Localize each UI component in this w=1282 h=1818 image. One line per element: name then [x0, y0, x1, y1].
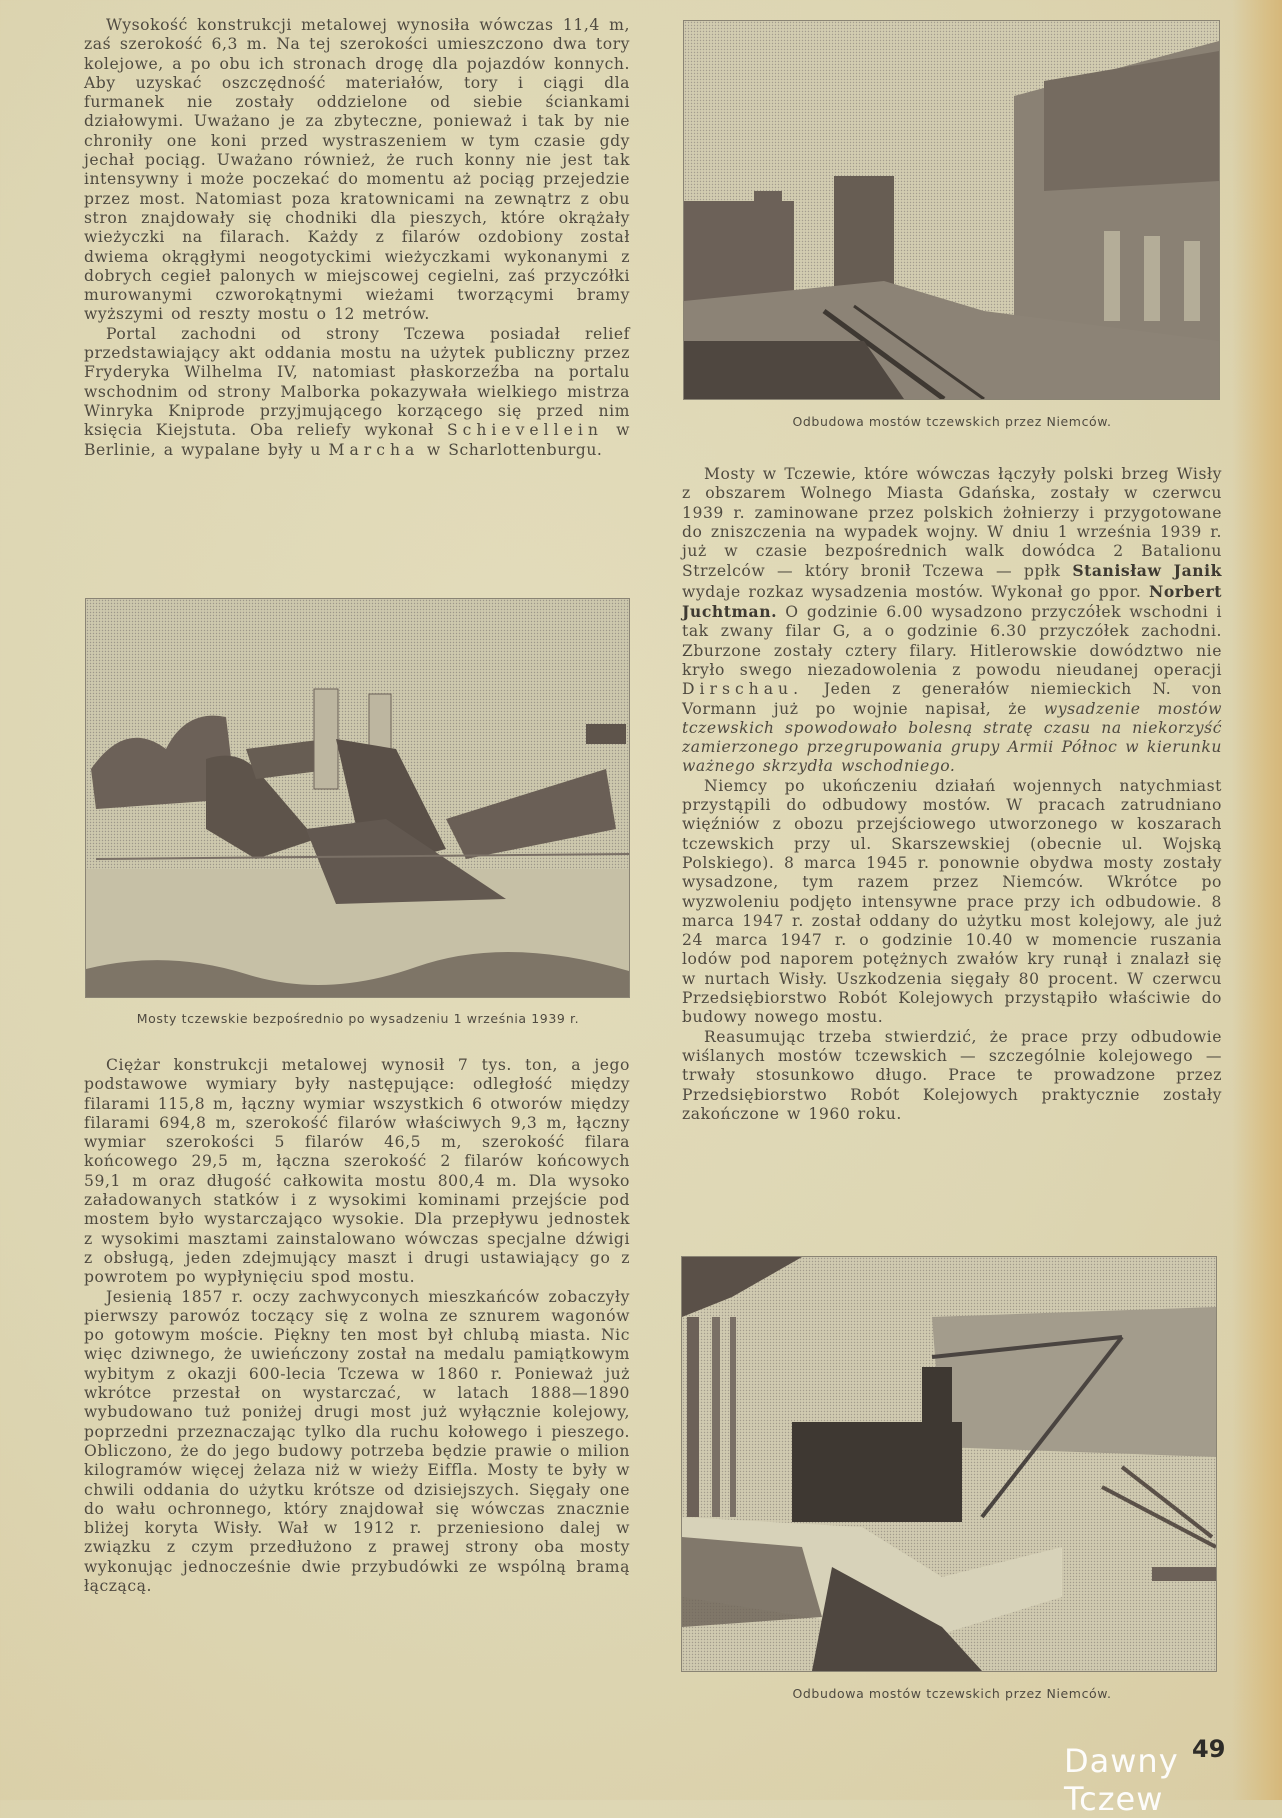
photo-reconstruction-street-image [684, 21, 1219, 399]
text-run: Jeden z generałów niemieckich N. von Vormann już po wojnie napisał, że [682, 680, 1222, 718]
paragraph [682, 465, 1222, 777]
photo-reconstruction-crane-image [682, 1257, 1216, 1671]
page-number: 49 [1192, 1735, 1226, 1763]
watermark: Dawny Tczew [1064, 1742, 1179, 1818]
person-name: Norbert Juchtman. [682, 581, 1222, 622]
left-column-bottom [84, 1056, 630, 1596]
photo-destroyed-bridges [85, 598, 630, 998]
figure-caption: Mosty tczewskie bezpośrednio po wysadzeniu 1 września 1939 r. [136, 1011, 580, 1026]
person-name: Stanisław Janik [1072, 561, 1222, 581]
paragraph [84, 325, 630, 460]
text-run: Mosty w Tczewie, które wówczas łączyły polski brzeg Wisły z obszarem Wolnego Miasta Gdańska, zostały w czerwcu 1939 r. zaminowane przez polskich żołnierzy i przygotowane do zniszczenia na wypadek wojny. W dniu 1 września 1939 r. już w czasie bezpośrednich walk dowódca 2 Batalionu Strzelców — który bronił Tczewa — ppłk [682, 465, 1222, 581]
paragraph: Reasumując trzeba stwierdzić, że prace przy odbudowie wiślanych mostów tczewskich — szczególnie kolejowego — trwały stosunkowo długo. Prace te prowadzone przez Przedsiębiorstwo Robót Kolejowych praktycznie zostały zakończone w 1960 roku. [682, 1027, 1222, 1123]
left-column-top [84, 16, 630, 460]
photo-destroyed-bridges-image [86, 599, 629, 997]
text-run: wydaje rozkaz wysadzenia mostów. Wykonał go ppor. [682, 582, 1150, 601]
paragraph: Niemcy po ukończeniu działań wojennych natychmiast przystąpili do odbudowy mostów. W pracach zatrudniano więźniów z obozu przejściowego utworzonego w koszarach tczewskich przy ul. Skarszewskiej (obecnie ul. Wojską Polskiego). 8 marca 1945 r. ponownie obydwa mosty zostały wysadzone, tym razem przez Niemców. Wkrótce po wyzwoleniu podjęto intensywne prace przy ich odbudowie. 8 marca 1947 r. został oddany do użytku most kolejowy, ale już 24 marca 1947 r. o godzinie 10.40 w momencie ruszania lodów pod naporem potężnych zwałów kry runął i znalazł się w nurtach Wisły. Uszkodzenia sięgały 80 procent. W czerwcu Przedsiębiorstwo Robót Kolejowych przystąpiło właściwie do budowy nowego mostu. [682, 776, 1222, 1027]
paragraph: Wysokość konstrukcji metalowej wynosiła wówczas 11,4 m, zaś szerokość 6,3 m. Na tej szerokości umieszczono dwa tory kolejowe, a po obu ich stronach drogę dla pojazdów konnych. Aby uzyskać oszczędność materiałów, tory i ciągi dla furmanek nie zostały oddzielone od siebie ściankami działowymi. Uważano je za zbyteczne, ponieważ i tak by nie chroniły one koni przed wystraszeniem w tym czasie gdy jechał pociąg. Uważano również, że ruch konny nie jest tak intensywny i może poczekać do momentu aż pociąg przejedzie przez most. Natomiast poza kratownicami na zewnątrz z obu stron znajdowały się chodniki dla pieszych, które okrążały wieżyczki na filarach. Każdy z filarów ozdobiony został dwiema okrągłymi neogotyckimi wieżyczkami wykonanymi z dobrych cegieł palonych w miejscowej cegielni, zaś przyczółki murowanymi czworokątnymi wieżami tworzącymi bramy wyższymi od reszty mostu o 12 metrów. [84, 16, 630, 324]
workshop-name: Marcha [328, 440, 420, 459]
text-run: w Scharlottenburgu. [419, 440, 603, 459]
figure-caption: Odbudowa mostów tczewskich przez Niemców. [792, 414, 1112, 429]
paragraph: Ciężar konstrukcji metalowej wynosił 7 tys. ton, a jego podstawowe wymiary były następujące: odległość między filarami 115,8 m, łączny wymiar wszystkich 6 otworów między filarami 694,8 m, szerokość filarów właściwych 9,3 m, łączny wymiar szerokości 5 filarów 46,5 m, szerokość filara końcowego 29,5 m, łączna szerokość 2 filarów końcowych 59,1 m oraz długość całkowita mostu 800,4 m. Dla wysoko załadowanych statków i z wysokimi kominami przejście pod mostem było wystarczająco wysokie. Dla przepływu jednostek z wysokimi masztami zainstalowano wówczas specjalne dźwigi z obsługą, jeden zdejmujący maszt i drugi ustawiający go z powrotem po wypłynięciu spod mostu. [84, 1056, 630, 1287]
figure-caption: Odbudowa mostów tczewskich przez Niemców. [792, 1686, 1112, 1701]
paper-edge-shading [1232, 0, 1282, 1800]
photo-reconstruction-crane [681, 1256, 1217, 1672]
text-run: O godzinie 6.00 wysadzono przyczółek wschodni i tak zwany filar G, a o godzinie 6.30 przyczółek zachodni. Zburzone zostały cztery filary. Hitlerowskie dowództwo nie kryło swego niezadowolenia z powodu nieudanej operacji [682, 603, 1222, 679]
paragraph: Jesienią 1857 r. oczy zachwyconych mieszkańców zobaczyły pierwszy parowóz toczący się z wolna ze sznurem wagonów po gotowym moście. Piękny ten most był chlubą miasta. Nic więc dziwnego, że uwieńczony został na medalu pamiątkowym wybitym z okazji 600-lecia Tczewa w 1860 r. Ponieważ już wkrótce przestał on wystarczać, w latach 1888—1890 wybudowano tuż poniżej drugi most już wyłącznie kolejowy, poprzedni przeznaczając tylko dla ruchu kołowego i pieszego. Obliczono, że do jego budowy potrzeba będzie prawie o milion kilogramów więcej żelaza niż w wieży Eiffla. Mosty te były w chwili oddania do użytku krótsze od dzisiejszych. Sięgały one do wału ochronnego, który znajdował się wówczas znacznie bliżej koryta Wisły. Wał w 1912 r. przeniesiono dalej w związku z czym przedłużono z prawej strony oba mosty wykonując jednocześnie dwie przybudówki ze wspólną bramą łączącą. [84, 1287, 630, 1596]
text-run: w Berlinie, a wypalane były u [84, 421, 631, 459]
quotation: wysadzenie mostów tczewskich spowodowało bolesną stratę czasu na niekorzyść zamierzonego przegrupowania grupy Armii Północ w kierunku ważnego skrzydła wschodniego. [682, 699, 1222, 776]
text-run: Portal zachodni od strony Tczewa posiadał relief przedstawiający akt oddania mostu na użytek publiczny przez Fryderyka Wilhelma IV, natomiast płaskorzeźba na portalu wschodnim od strony Malborka pokazywała wielkiego mistrza Winryka Kniprode przyjmującego korzącego się przed nim księcia Kiejstuta. Oba reliefy wykonał [84, 324, 630, 440]
operation-name: Dirschau. [682, 680, 804, 699]
sculptor-name: Schievellein [446, 421, 603, 440]
photo-reconstruction-street [683, 20, 1220, 400]
right-column-text [682, 465, 1222, 1124]
